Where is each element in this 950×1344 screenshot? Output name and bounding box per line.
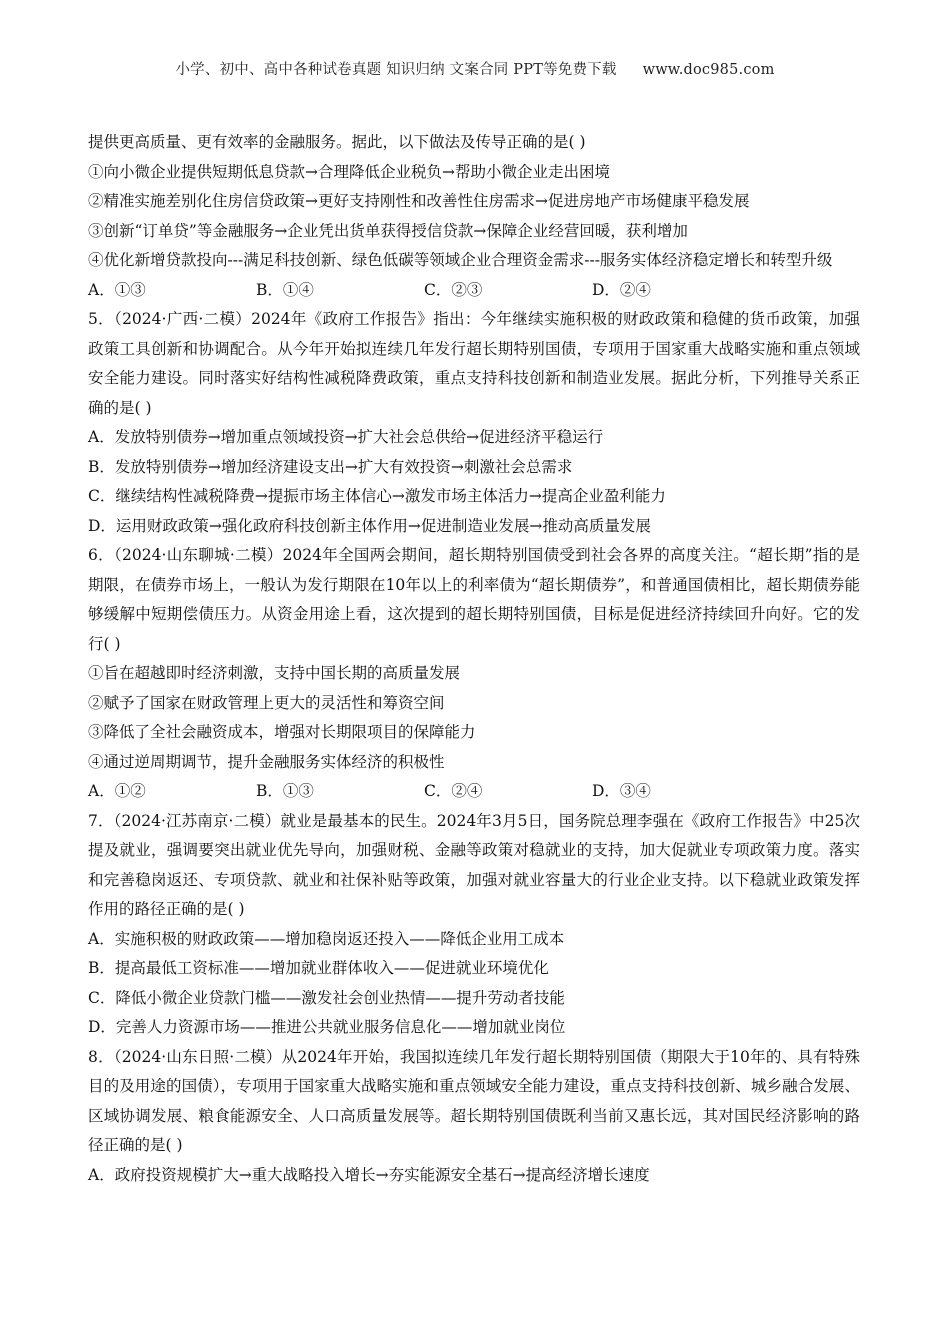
option-c[interactable]: C．降低小微企业贷款门槛——激发社会创业热情——提升劳动者技能 — [88, 988, 565, 1007]
question-stem: 7．（2024·江苏南京·二模）就业是最基本的民生。2024年3月5日，国务院总理李强在《政府工作报告》中25次提及就业，强调要突出就业优先导向，加强财税、金融等政策对稳就业的支持，加大促就业专项政策力度。落实和完善稳岗返还、专项贷款、就业和社保补贴等政策，加强对就业容量大的行业企业支持。以下稳就业政策发挥作用的路径正确的是( ) — [88, 811, 860, 918]
statement-item: ①旨在超越即时经济刺激，支持中国长期的高质量发展 — [88, 664, 461, 682]
question-6 — [88, 541, 860, 807]
page-header — [0, 58, 950, 79]
statement-item: ③创新“订单贷”等金融服务→企业凭出货单获得授信贷款→保障企业经营回暖，获利增加 — [88, 221, 688, 240]
question-stem: 6．（2024·山东聊城·二模）2024年全国两会期间，超长期特别国债受到社会各界的高度关注。“超长期”指的是期限，在债券市场上，一般认为发行期限在10年以上的利率债为“超长期债券”，和普通国债相比，超长期债券能够缓解中短期偿债压力。从资金用途上看，这次提到的超长期特别国债，目标是促进经济持续回升向好。它的发行( ) — [88, 546, 860, 653]
option-d[interactable]: D．②④ — [592, 280, 651, 299]
option-a[interactable]: A．实施积极的财政政策——增加稳岗返还投入——降低企业用工成本 — [88, 929, 565, 948]
option-b[interactable]: B．发放特别债券→增加经济建设支出→扩大有效投资→刺激社会总需求 — [88, 457, 573, 476]
question-stem: 提供更高质量、更有效率的金融服务。据此，以下做法及传导正确的是( ) — [88, 133, 586, 151]
option-d[interactable]: D．③④ — [592, 782, 651, 800]
option-c[interactable]: C．②④ — [424, 782, 483, 800]
statement-item: ②赋予了国家在财政管理上更大的灵活性和筹资空间 — [88, 693, 445, 712]
option-a[interactable]: A．发放特别债券→增加重点领域投资→扩大社会总供给→促进经济平稳运行 — [88, 428, 604, 446]
option-d[interactable]: D．完善人力资源市场——推进公共就业服务信息化——增加就业岗位 — [88, 1018, 566, 1036]
option-a[interactable]: A．政府投资规模扩大→重大战略投入增长→夯实能源安全基石→提高经济增长速度 — [88, 1165, 650, 1184]
header-url[interactable]: www.doc985.com — [642, 62, 775, 78]
header-text: 小学、初中、高中各种试卷真题 知识归纳 文案合同 PPT等免费下载 — [175, 62, 617, 78]
statement-item: ①向小微企业提供短期低息贷款→合理降低企业税负→帮助小微企业走出困境 — [88, 162, 610, 181]
document-body — [88, 128, 860, 1190]
question-8 — [88, 1043, 860, 1191]
option-b[interactable]: B．①④ — [256, 280, 314, 299]
answer-options — [88, 276, 860, 306]
option-b[interactable]: B．提高最低工资标准——增加就业群体收入——促进就业环境优化 — [88, 959, 549, 977]
option-c[interactable]: C．继续结构性减税降费→提振市场主体信心→激发市场主体活力→提高企业盈利能力 — [88, 487, 666, 505]
statement-item: ④优化新增贷款投向---满足科技创新、绿色低碳等领域企业合理资金需求---服务实体经济稳定增长和转型升级 — [88, 251, 833, 269]
statement-item: ③降低了全社会融资成本，增强对长期限项目的保障能力 — [88, 723, 476, 741]
statement-item: ②精准实施差别化住房信贷政策→更好支持刚性和改善性住房需求→促进房地产市场健康平稳发展 — [88, 192, 750, 210]
question-5 — [88, 305, 860, 541]
statement-item: ④通过逆周期调节，提升金融服务实体经济的积极性 — [88, 752, 445, 771]
question-stem: 5．（2024·广西·二模）2024年《政府工作报告》指出：今年继续实施积极的财政政策和稳健的货币政策，加强政策工具创新和协调配合。从今年开始拟连续几年发行超长期特别国债，专项用于国家重大战略实施和重点领域安全能力建设。同时落实好结构性减税降费政策，重点支持科技创新和制造业发展。据此分析，下列推导关系正确的是( ) — [88, 310, 860, 417]
answer-options — [88, 777, 860, 807]
option-a[interactable]: A．①③ — [88, 280, 146, 299]
option-c[interactable]: C．②③ — [424, 280, 483, 299]
option-a[interactable]: A．①② — [88, 782, 146, 800]
option-b[interactable]: B．①③ — [256, 782, 314, 800]
option-d[interactable]: D．运用财政政策→强化政府科技创新主体作用→促进制造业发展→推动高质量发展 — [88, 516, 651, 535]
question-7 — [88, 807, 860, 1043]
question-stem: 8．（2024·山东日照·二模）从2024年开始，我国拟连续几年发行超长期特别国债（期限大于10年的、具有特殊目的及用途的国债），专项用于国家重大战略实施和重点领域安全能力建设，重点支持科技创新、城乡融合发展、区域协调发展、粮食能源安全、人口高质量发展等。超长期特别国债既利当前又惠长远，其对国民经济影响的路径正确的是( ) — [88, 1047, 860, 1154]
question-4 — [88, 128, 860, 305]
